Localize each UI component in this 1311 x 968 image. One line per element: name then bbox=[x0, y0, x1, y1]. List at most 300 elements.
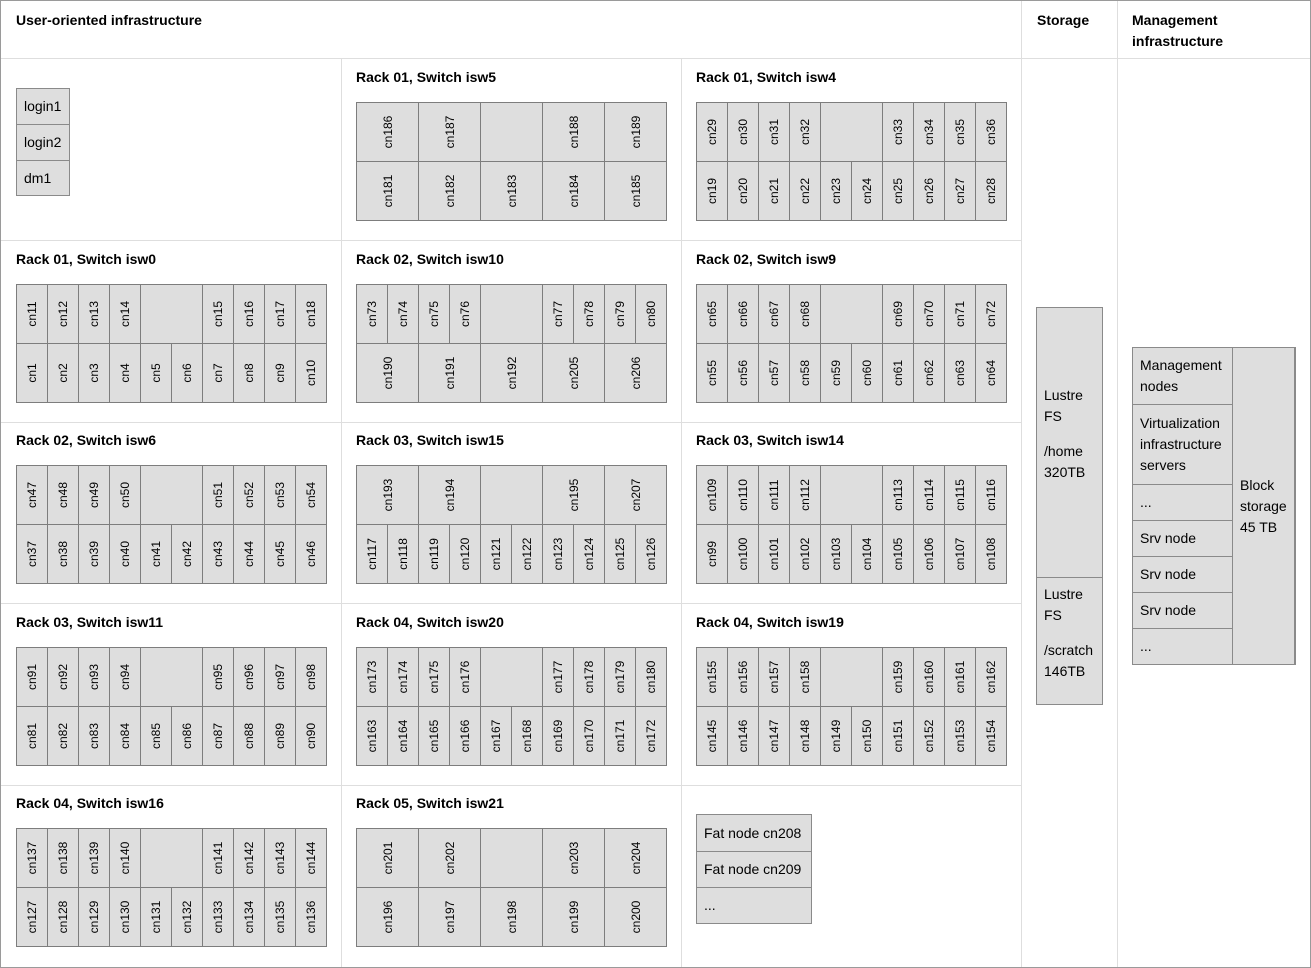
compute-node-label: cn102 bbox=[798, 537, 812, 571]
compute-node bbox=[542, 161, 605, 221]
compute-node-label: cn184 bbox=[566, 174, 581, 208]
compute-node-label: cn203 bbox=[566, 841, 581, 875]
empty-slot bbox=[480, 284, 543, 344]
compute-node-label: cn61 bbox=[891, 359, 905, 387]
compute-node-label: cn133 bbox=[211, 900, 225, 934]
compute-node-label: cn11 bbox=[25, 301, 39, 327]
compute-node-label: cn12 bbox=[56, 300, 70, 328]
compute-node bbox=[913, 706, 945, 766]
lustre-home-filesystem bbox=[1036, 307, 1103, 578]
compute-node bbox=[202, 887, 234, 947]
compute-node-label: cn94 bbox=[118, 663, 132, 691]
login-nodes-box bbox=[16, 88, 70, 196]
compute-node-label: cn93 bbox=[87, 663, 101, 691]
compute-node-label: cn43 bbox=[211, 540, 225, 568]
compute-node-label: cn67 bbox=[767, 300, 781, 328]
compute-node-label: cn35 bbox=[953, 118, 967, 146]
compute-node bbox=[882, 102, 914, 162]
compute-node bbox=[78, 887, 110, 947]
lustre-home-line1: Lustre bbox=[1044, 387, 1083, 403]
compute-node-label: cn9 bbox=[273, 363, 287, 383]
grid-row-divider-1 bbox=[1, 240, 1021, 241]
compute-node-label: cn149 bbox=[829, 719, 843, 753]
compute-node bbox=[727, 102, 759, 162]
compute-node bbox=[573, 524, 605, 584]
compute-node bbox=[356, 161, 419, 221]
compute-node-label: cn187 bbox=[442, 115, 457, 149]
lustre-storage-box bbox=[1036, 307, 1103, 705]
compute-node-label: cn107 bbox=[953, 537, 967, 571]
compute-node-label: cn14 bbox=[118, 300, 132, 328]
compute-node-label: cn42 bbox=[180, 540, 194, 568]
empty-slot bbox=[820, 465, 883, 525]
compute-node bbox=[944, 343, 976, 403]
compute-node bbox=[109, 647, 141, 707]
compute-node bbox=[140, 343, 172, 403]
compute-node bbox=[387, 647, 419, 707]
rack-title: Rack 01, Switch isw5 bbox=[356, 69, 497, 85]
compute-node bbox=[356, 887, 419, 947]
compute-node bbox=[480, 524, 512, 584]
compute-node-label: cn122 bbox=[520, 537, 534, 571]
compute-node bbox=[635, 706, 667, 766]
compute-node bbox=[264, 524, 296, 584]
compute-node bbox=[975, 284, 1007, 344]
compute-node bbox=[727, 284, 759, 344]
rack-node-grid bbox=[16, 284, 326, 403]
compute-node bbox=[882, 284, 914, 344]
lustre-scratch-line2: FS bbox=[1044, 607, 1062, 623]
compute-node bbox=[789, 161, 821, 221]
compute-node bbox=[604, 284, 636, 344]
compute-node-label: cn8 bbox=[242, 363, 256, 383]
compute-node-label: cn156 bbox=[736, 660, 750, 694]
compute-node-label: cn100 bbox=[736, 537, 750, 571]
compute-node-label: cn178 bbox=[582, 660, 596, 694]
compute-node-label: cn85 bbox=[149, 722, 163, 750]
compute-node-label: cn33 bbox=[891, 118, 905, 146]
compute-node bbox=[78, 284, 110, 344]
compute-node bbox=[604, 887, 667, 947]
compute-node bbox=[16, 887, 48, 947]
compute-node-label: cn73 bbox=[365, 300, 379, 328]
compute-node bbox=[356, 284, 388, 344]
compute-node bbox=[47, 828, 79, 888]
compute-node-label: cn91 bbox=[25, 663, 39, 691]
compute-node bbox=[356, 706, 388, 766]
compute-node-label: cn26 bbox=[922, 177, 936, 205]
compute-node-label: cn174 bbox=[396, 660, 410, 694]
login-node: login2 bbox=[16, 124, 70, 161]
compute-node-label: cn169 bbox=[551, 719, 565, 753]
compute-node bbox=[604, 828, 667, 888]
compute-node bbox=[356, 465, 419, 525]
compute-node-label: cn195 bbox=[566, 478, 581, 512]
compute-node-label: cn180 bbox=[644, 660, 658, 694]
compute-node bbox=[47, 284, 79, 344]
compute-node bbox=[233, 647, 265, 707]
compute-node-label: cn1 bbox=[25, 363, 39, 383]
compute-node bbox=[635, 524, 667, 584]
compute-node bbox=[696, 524, 728, 584]
compute-node bbox=[418, 706, 450, 766]
compute-node bbox=[758, 102, 790, 162]
rack-node-grid bbox=[16, 828, 326, 947]
empty-slot bbox=[820, 647, 883, 707]
compute-node-label: cn143 bbox=[273, 841, 287, 875]
compute-node bbox=[573, 284, 605, 344]
compute-node-label: cn130 bbox=[118, 900, 132, 934]
compute-node bbox=[758, 161, 790, 221]
compute-node-label: cn88 bbox=[242, 722, 256, 750]
lustre-home-capacity: 320TB bbox=[1044, 464, 1086, 480]
compute-node bbox=[295, 706, 327, 766]
rack-node-grid bbox=[356, 828, 666, 947]
compute-node bbox=[480, 161, 543, 221]
compute-node-label: cn170 bbox=[582, 719, 596, 753]
compute-node-label: cn65 bbox=[705, 300, 719, 328]
compute-node-label: cn19 bbox=[705, 177, 719, 205]
compute-node-label: cn175 bbox=[427, 660, 441, 694]
rack-node-grid bbox=[696, 465, 1006, 584]
compute-node bbox=[449, 284, 481, 344]
compute-node bbox=[233, 284, 265, 344]
compute-node-label: cn189 bbox=[628, 115, 643, 149]
compute-node bbox=[882, 343, 914, 403]
compute-node bbox=[295, 343, 327, 403]
compute-node bbox=[109, 524, 141, 584]
compute-node-label: cn70 bbox=[922, 300, 936, 328]
compute-node-label: cn82 bbox=[56, 722, 70, 750]
management-ellipsis: ... bbox=[1132, 484, 1233, 521]
srv-node: Srv node bbox=[1132, 592, 1233, 629]
compute-node bbox=[882, 706, 914, 766]
rack-node-grid bbox=[356, 465, 666, 584]
compute-node bbox=[264, 887, 296, 947]
compute-node bbox=[975, 647, 1007, 707]
compute-node bbox=[264, 706, 296, 766]
compute-node bbox=[696, 102, 728, 162]
grid-col-divider-2 bbox=[681, 58, 682, 967]
management-column-divider bbox=[1117, 1, 1118, 967]
compute-node-label: cn17 bbox=[273, 300, 287, 328]
compute-node-label: cn81 bbox=[25, 722, 39, 750]
compute-node bbox=[295, 887, 327, 947]
compute-node bbox=[233, 828, 265, 888]
compute-node bbox=[758, 343, 790, 403]
compute-node bbox=[418, 887, 481, 947]
compute-node-label: cn121 bbox=[489, 537, 503, 571]
compute-node bbox=[109, 706, 141, 766]
compute-node-label: cn90 bbox=[304, 722, 318, 750]
compute-node bbox=[758, 647, 790, 707]
compute-node-label: cn186 bbox=[380, 115, 395, 149]
compute-node bbox=[109, 343, 141, 403]
compute-node bbox=[727, 343, 759, 403]
compute-node-label: cn10 bbox=[304, 359, 318, 387]
rack-node-grid bbox=[16, 647, 326, 766]
compute-node bbox=[480, 887, 543, 947]
compute-node-label: cn41 bbox=[149, 540, 163, 568]
compute-node-label: cn44 bbox=[242, 540, 256, 568]
compute-node bbox=[573, 706, 605, 766]
compute-node bbox=[356, 647, 388, 707]
compute-node bbox=[295, 284, 327, 344]
compute-node bbox=[635, 647, 667, 707]
fat-node: Fat node cn209 bbox=[696, 851, 812, 888]
rack-title: Rack 01, Switch isw0 bbox=[16, 251, 157, 267]
compute-node-label: cn191 bbox=[442, 356, 457, 390]
compute-node bbox=[542, 887, 605, 947]
fat-node: Fat node cn208 bbox=[696, 814, 812, 852]
compute-node bbox=[542, 647, 574, 707]
compute-node bbox=[480, 343, 543, 403]
compute-node bbox=[820, 343, 852, 403]
compute-node bbox=[727, 161, 759, 221]
compute-node bbox=[604, 343, 667, 403]
compute-node-label: cn196 bbox=[380, 900, 395, 934]
empty-slot bbox=[480, 647, 543, 707]
compute-node-label: cn66 bbox=[736, 300, 750, 328]
compute-node-label: cn51 bbox=[211, 481, 225, 509]
compute-node-label: cn113 bbox=[891, 479, 905, 511]
compute-node-label: cn188 bbox=[566, 115, 581, 149]
compute-node-label: cn3 bbox=[87, 363, 101, 383]
compute-node-label: cn200 bbox=[628, 900, 643, 934]
rack-node-grid bbox=[696, 647, 1006, 766]
srv-node: Srv node bbox=[1132, 520, 1233, 557]
compute-node bbox=[882, 647, 914, 707]
compute-node bbox=[758, 524, 790, 584]
compute-node-label: cn25 bbox=[891, 177, 905, 205]
compute-node bbox=[78, 647, 110, 707]
compute-node-label: cn111 bbox=[767, 479, 781, 511]
compute-node-label: cn78 bbox=[582, 300, 596, 328]
compute-node bbox=[975, 161, 1007, 221]
compute-node-label: cn192 bbox=[504, 356, 519, 390]
compute-node-label: cn140 bbox=[118, 841, 132, 875]
compute-node-label: cn101 bbox=[767, 537, 781, 571]
compute-node-label: cn27 bbox=[953, 177, 967, 205]
compute-node-label: cn139 bbox=[87, 841, 101, 875]
compute-node-label: cn55 bbox=[705, 359, 719, 387]
login-node: login1 bbox=[16, 88, 70, 125]
compute-node-label: cn105 bbox=[891, 537, 905, 571]
compute-node-label: cn116 bbox=[984, 479, 998, 511]
rack-title: Rack 04, Switch isw16 bbox=[16, 795, 164, 811]
compute-node bbox=[78, 465, 110, 525]
compute-node bbox=[140, 706, 172, 766]
compute-node-label: cn80 bbox=[644, 300, 658, 328]
compute-node-label: cn15 bbox=[211, 300, 225, 328]
compute-node bbox=[758, 706, 790, 766]
compute-node bbox=[171, 343, 203, 403]
compute-node-label: cn46 bbox=[304, 540, 318, 568]
compute-node bbox=[418, 524, 450, 584]
compute-node-label: cn22 bbox=[798, 177, 812, 205]
compute-node bbox=[913, 647, 945, 707]
compute-node-label: cn132 bbox=[180, 900, 194, 934]
rack-node-grid bbox=[696, 284, 1006, 403]
compute-node bbox=[944, 284, 976, 344]
fat-node-ellipsis: ... bbox=[696, 887, 812, 924]
compute-node-label: cn76 bbox=[458, 300, 472, 328]
rack-title: Rack 04, Switch isw20 bbox=[356, 614, 504, 630]
compute-node bbox=[109, 465, 141, 525]
compute-node bbox=[202, 343, 234, 403]
compute-node-label: cn108 bbox=[984, 537, 998, 571]
lustre-home-mount: /home bbox=[1044, 443, 1083, 459]
compute-node-label: cn147 bbox=[767, 719, 781, 753]
compute-node bbox=[882, 161, 914, 221]
compute-node bbox=[975, 524, 1007, 584]
compute-node-label: cn154 bbox=[984, 719, 998, 753]
compute-node-label: cn39 bbox=[87, 540, 101, 568]
compute-node-label: cn38 bbox=[56, 540, 70, 568]
compute-node bbox=[233, 343, 265, 403]
fat-nodes-box bbox=[696, 814, 812, 924]
compute-node bbox=[171, 524, 203, 584]
compute-node bbox=[202, 706, 234, 766]
compute-node bbox=[542, 706, 574, 766]
compute-node bbox=[604, 706, 636, 766]
compute-node-label: cn181 bbox=[380, 174, 395, 208]
compute-node-label: cn171 bbox=[613, 719, 627, 753]
rack-title: Rack 02, Switch isw6 bbox=[16, 432, 157, 448]
compute-node bbox=[16, 828, 48, 888]
compute-node bbox=[696, 343, 728, 403]
compute-node-label: cn60 bbox=[860, 359, 874, 387]
storage-header: Storage bbox=[1037, 12, 1090, 28]
compute-node bbox=[913, 524, 945, 584]
compute-node bbox=[449, 706, 481, 766]
compute-node-label: cn190 bbox=[380, 356, 395, 390]
compute-node-label: cn77 bbox=[551, 300, 565, 328]
compute-node-label: cn68 bbox=[798, 300, 812, 328]
compute-node bbox=[47, 465, 79, 525]
compute-node bbox=[913, 284, 945, 344]
compute-node-label: cn165 bbox=[427, 719, 441, 753]
compute-node-label: cn183 bbox=[504, 174, 519, 208]
compute-node bbox=[295, 465, 327, 525]
compute-node bbox=[418, 647, 450, 707]
compute-node bbox=[944, 102, 976, 162]
compute-node bbox=[109, 828, 141, 888]
lustre-scratch-capacity: 146TB bbox=[1044, 663, 1086, 679]
compute-node bbox=[16, 465, 48, 525]
empty-slot bbox=[480, 828, 543, 888]
compute-node bbox=[696, 465, 728, 525]
compute-node-label: cn110 bbox=[736, 479, 750, 511]
compute-node-label: cn64 bbox=[984, 359, 998, 387]
compute-node-label: cn157 bbox=[767, 660, 781, 694]
rack-node-grid bbox=[356, 284, 666, 403]
compute-node-label: cn177 bbox=[551, 660, 565, 694]
compute-node-label: cn59 bbox=[829, 359, 843, 387]
compute-node-label: cn29 bbox=[705, 118, 719, 146]
grid-row-divider-4 bbox=[1, 785, 1021, 786]
compute-node-label: cn163 bbox=[365, 719, 379, 753]
compute-node bbox=[264, 343, 296, 403]
compute-node bbox=[789, 102, 821, 162]
compute-node bbox=[913, 343, 945, 403]
lustre-scratch-mount: /scratch bbox=[1044, 642, 1094, 658]
compute-node bbox=[820, 706, 852, 766]
compute-node bbox=[542, 828, 605, 888]
compute-node-label: cn112 bbox=[798, 479, 812, 511]
compute-node-label: cn202 bbox=[442, 841, 457, 875]
rack-title: Rack 02, Switch isw10 bbox=[356, 251, 504, 267]
compute-node-label: cn152 bbox=[922, 719, 936, 753]
compute-node bbox=[16, 284, 48, 344]
compute-node bbox=[944, 524, 976, 584]
compute-node-label: cn148 bbox=[798, 719, 812, 753]
lustre-scratch-filesystem bbox=[1036, 577, 1103, 705]
compute-node-label: cn52 bbox=[242, 481, 256, 509]
management-box bbox=[1132, 347, 1295, 665]
compute-node bbox=[418, 828, 481, 888]
compute-node bbox=[789, 706, 821, 766]
empty-slot bbox=[140, 465, 203, 525]
compute-node-label: cn54 bbox=[304, 481, 318, 509]
compute-node bbox=[78, 828, 110, 888]
compute-node bbox=[387, 524, 419, 584]
compute-node bbox=[820, 524, 852, 584]
compute-node-label: cn168 bbox=[520, 719, 534, 753]
compute-node bbox=[449, 524, 481, 584]
rack-title: Rack 04, Switch isw19 bbox=[696, 614, 844, 630]
compute-node-label: cn198 bbox=[504, 900, 519, 934]
compute-node-label: cn13 bbox=[87, 300, 101, 328]
compute-node-label: cn114 bbox=[922, 479, 936, 511]
compute-node bbox=[78, 524, 110, 584]
rack-title: Rack 01, Switch isw4 bbox=[696, 69, 837, 85]
compute-node-label: cn86 bbox=[180, 722, 194, 750]
compute-node-label: cn57 bbox=[767, 359, 781, 387]
compute-node bbox=[140, 887, 172, 947]
compute-node bbox=[109, 284, 141, 344]
compute-node bbox=[295, 524, 327, 584]
block-storage: Block storage 45 TB bbox=[1232, 347, 1296, 665]
compute-node-label: cn48 bbox=[56, 481, 70, 509]
compute-node-label: cn34 bbox=[922, 118, 936, 146]
compute-node-label: cn127 bbox=[25, 900, 39, 934]
compute-node bbox=[356, 524, 388, 584]
compute-node bbox=[47, 647, 79, 707]
compute-node bbox=[975, 102, 1007, 162]
virtualization-servers: Virtualization infrastructure servers bbox=[1132, 404, 1233, 485]
compute-node-label: cn135 bbox=[273, 900, 287, 934]
compute-node bbox=[635, 284, 667, 344]
compute-node-label: cn167 bbox=[489, 719, 503, 753]
compute-node-label: cn21 bbox=[767, 177, 781, 205]
header-divider bbox=[1, 58, 1310, 59]
compute-node bbox=[604, 524, 636, 584]
compute-node bbox=[975, 465, 1007, 525]
management-ellipsis: ... bbox=[1132, 628, 1233, 665]
compute-node-label: cn129 bbox=[87, 900, 101, 934]
compute-node-label: cn207 bbox=[628, 478, 643, 512]
compute-node bbox=[449, 647, 481, 707]
compute-node bbox=[171, 706, 203, 766]
compute-node bbox=[696, 161, 728, 221]
grid-row-divider-2 bbox=[1, 422, 1021, 423]
compute-node-label: cn141 bbox=[211, 841, 225, 875]
compute-node-label: cn205 bbox=[566, 356, 581, 390]
compute-node-label: cn117 bbox=[365, 538, 379, 570]
compute-node bbox=[789, 524, 821, 584]
grid-row-divider-3 bbox=[1, 603, 1021, 604]
